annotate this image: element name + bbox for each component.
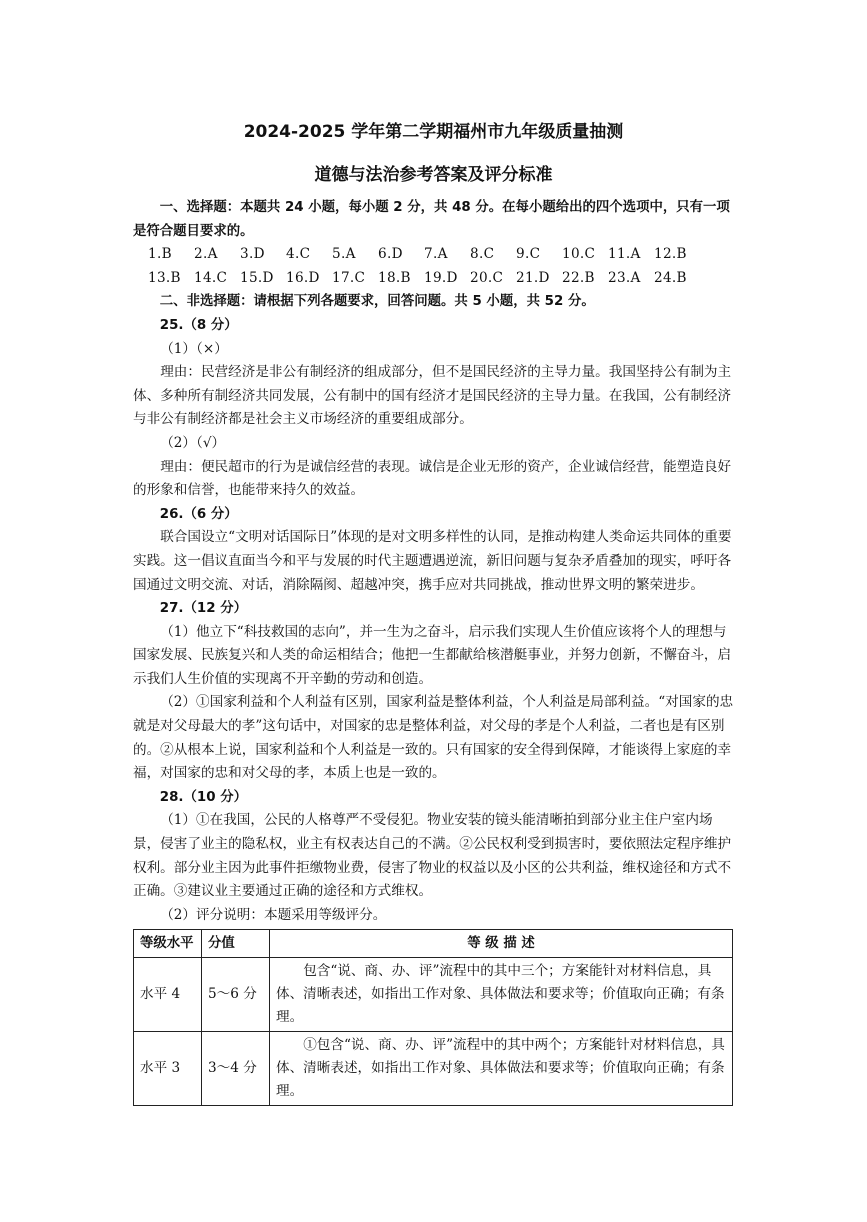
answer-item: 20.C (470, 269, 504, 286)
q25-part2-reason: 理由：便民超市的行为是诚信经营的表现。诚信是企业无形的资产，企业诚信经营，能塑造良好的形象和信誉，也能带来持久的效益。 (133, 458, 732, 499)
page-subtitle: 道德与法治参考答案及评分标准 (314, 165, 553, 185)
table-header-row (134, 930, 733, 958)
q27-part1: （1）他立下“科技救国的志向”，并一生为之奋斗，启示我们实现人生价值应该将个人的理想与国家发展、民族复兴和人类的命运相结合；他把一生都献给核潜艇事业，并努力创新，不懈奋斗，启示我们人生价值的实现离不开辛勤的劳动和创造。 (133, 623, 732, 687)
answers-row-2 (133, 267, 738, 291)
row-level: 水平 3 (134, 1032, 202, 1106)
answer-item: 15.D (240, 269, 274, 286)
row-score: 3～4 分 (202, 1032, 270, 1106)
answer-item: 22.B (562, 269, 595, 286)
answer-item: 11.A (608, 246, 641, 263)
q26-heading: 26.（6 分） (159, 506, 238, 522)
grading-table (133, 929, 733, 1106)
answer-item: 12.B (654, 246, 687, 263)
q25-part2-mark: （2）（√） (160, 434, 226, 451)
section1-heading: 一、选择题：本题共 24 小题，每小题 2 分，共 48 分。在每小题给出的四个选项中，只有一项是符合题目要求的。 (133, 200, 730, 239)
q28-part1: （1）①在我国，公民的人格尊严不受侵犯。物业安装的镜头能清晰拍到部分业主住户室内场景，侵害了业主的隐私权，业主有权表达自己的不满。②公民权利受到损害时，要依照法定程序维护权利。部分业主因为此事件拒缴物业费，侵害了物业的权益以及小区的公共利益，维权途径和方式不正确。③建议业主要通过正确的途径和方式维权。 (133, 812, 732, 900)
answers-row-1 (133, 243, 738, 267)
row-score: 5～6 分 (202, 958, 270, 1032)
row-description: 包含“说、商、办、评”流程中的其中三个；方案能针对材料信息，具体、清晰表述，如指出工作对象、具体做法和要求等；价值取向正确；有条理。 (270, 958, 733, 1032)
answer-item: 18.B (378, 269, 411, 286)
q26-answer: 联合国设立“文明对话国际日”体现的是对文明多样性的认同，是推动构建人类命运共同体的重要实践。这一倡议直面当今和平与发展的时代主题遭遇逆流，新旧问题与复杂矛盾叠加的现实，呼吁各国通过文明交流、对话，消除隔阂、超越冲突，携手应对共同挑战，推动世界文明的繁荣进步。 (133, 529, 732, 593)
q28-heading: 28.（10 分） (159, 789, 247, 805)
answer-item: 8.C (470, 246, 495, 263)
answer-item: 21.D (516, 269, 550, 286)
q25-part1-mark: （1）（×） (160, 340, 228, 357)
q27-heading: 27.（12 分） (159, 601, 247, 617)
answer-item: 6.D (378, 246, 403, 263)
answer-item: 9.C (516, 246, 541, 263)
q28-part2: （2）评分说明：本题采用等级评分。 (160, 906, 387, 923)
answer-item: 16.D (286, 269, 320, 286)
answer-item: 3.D (240, 246, 265, 263)
answer-item: 1.B (148, 246, 172, 263)
answer-content (133, 196, 738, 1106)
page-title: 2024-2025 学年第二学期福州市九年级质量抽测 (243, 122, 624, 142)
header-score: 分值 (202, 930, 270, 958)
header-description: 等 级 描 述 (270, 930, 733, 958)
header-level: 等级水平 (134, 930, 202, 958)
q27-part2: （2）①国家利益和个人利益有区别，国家利益是整体利益，个人利益是局部利益。“对国家的忠就是对父母最大的孝”这句话中，对国家的忠是整体利益，对父母的孝是个人利益，二者也是有区别的。②从根本上说，国家利益和个人利益是一致的。只有国家的安全得到保障，才能谈得上家庭的幸福，对国家的忠和对父母的孝，本质上也是一致的。 (133, 694, 734, 782)
q25-part1-reason: 理由：民营经济是非公有制经济的组成部分，但不是国民经济的主导力量。我国坚持公有制为主体、多种所有制经济共同发展，公有制中的国有经济才是国民经济的主导力量。在我国，公有制经济与非公有制经济都是社会主义市场经济的重要组成部分。 (133, 364, 732, 428)
answer-item: 23.A (608, 269, 641, 286)
section2-heading: 二、非选择题：请根据下列各题要求，回答问题。共 5 小题，共 52 分。 (159, 294, 595, 310)
q25-heading: 25.（8 分） (159, 317, 238, 333)
answer-item: 2.A (194, 246, 218, 263)
table-row (134, 958, 733, 1032)
answer-item: 17.C (332, 269, 366, 286)
answer-item: 13.B (148, 269, 181, 286)
table-row (134, 1032, 733, 1106)
answer-item: 7.A (424, 246, 448, 263)
answer-item: 19.D (424, 269, 458, 286)
row-level: 水平 4 (134, 958, 202, 1032)
answer-item: 14.C (194, 269, 228, 286)
answer-item: 4.C (286, 246, 311, 263)
row-description: ①包含“说、商、办、评”流程中的其中两个；方案能针对材料信息，具体、清晰表述，如指出工作对象、具体做法和要求等；价值取向正确；有条理。 (270, 1032, 733, 1106)
answer-item: 10.C (562, 246, 596, 263)
answer-item: 24.B (654, 269, 687, 286)
answer-item: 5.A (332, 246, 356, 263)
